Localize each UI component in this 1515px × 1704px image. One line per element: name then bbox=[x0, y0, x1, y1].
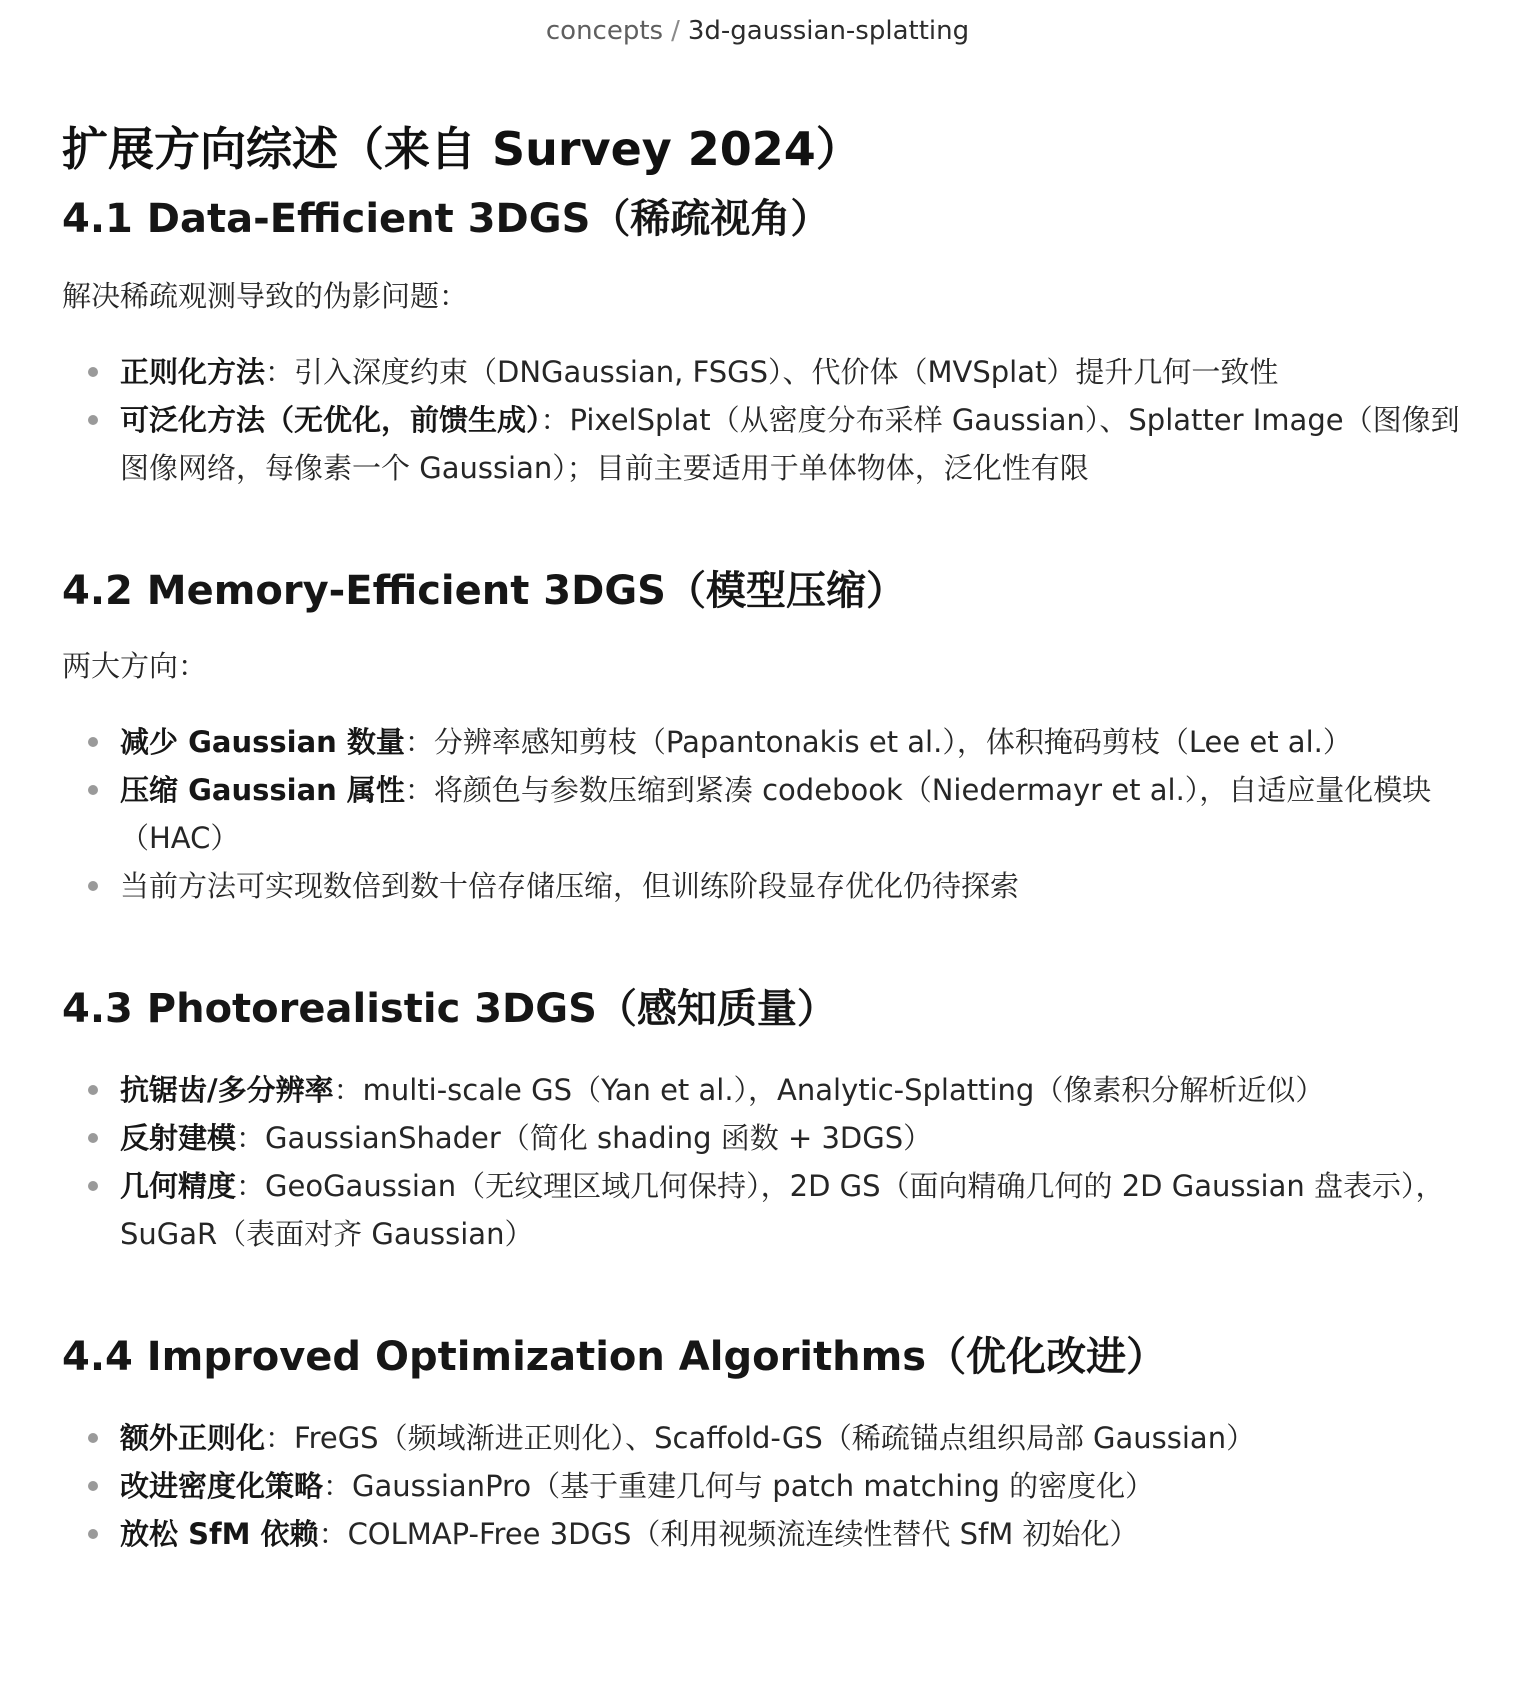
list-item-term: 压缩 Gaussian 属性 bbox=[120, 773, 405, 807]
list-item-term: 改进密度化策略 bbox=[120, 1469, 324, 1503]
list-item-term: 抗锯齿/多分辨率 bbox=[120, 1073, 334, 1107]
list-item-text: ：PixelSplat（从密度分布采样 Gaussian）、Splatter Image（图像到图像网络，每像素一个 Gaussian）；目前主要适用于单体物体，泛化性有限 bbox=[120, 403, 1460, 485]
list-item bbox=[62, 1066, 1462, 1114]
page-title: 扩展方向综述（来自 Survey 2024） bbox=[62, 122, 862, 176]
breadcrumb-separator: / bbox=[671, 16, 680, 46]
bullet-icon bbox=[88, 1529, 98, 1539]
list-item bbox=[62, 1510, 1462, 1558]
list-item-term: 几何精度 bbox=[120, 1169, 237, 1203]
list-item-text: ：COLMAP-Free 3DGS（利用视频流连续性替代 SfM 初始化） bbox=[318, 1517, 1139, 1551]
bullet-icon bbox=[88, 367, 98, 377]
bullet-icon bbox=[88, 1433, 98, 1443]
list-item-text: ：GaussianShader（简化 shading 函数 + 3DGS） bbox=[236, 1121, 933, 1155]
section-heading-4-3: 4.3 Photorealistic 3DGS（感知质量） bbox=[62, 986, 837, 1032]
section-heading-4-2: 4.2 Memory-Efficient 3DGS（模型压缩） bbox=[62, 568, 906, 614]
list-item-term: 放松 SfM 依赖 bbox=[120, 1517, 319, 1551]
list-item bbox=[62, 766, 1462, 862]
article-content bbox=[62, 116, 1462, 1558]
section-intro-4-2: 两大方向： bbox=[62, 649, 208, 683]
list-item-text: ：FreGS（频域渐进正则化）、Scaffold-GS（稀疏锚点组织局部 Gaussian） bbox=[265, 1421, 1256, 1455]
bullet-icon bbox=[88, 415, 98, 425]
list-item-term: 额外正则化 bbox=[120, 1421, 266, 1455]
breadcrumb bbox=[0, 12, 1515, 50]
bullet-icon bbox=[88, 737, 98, 747]
bullet-icon bbox=[88, 1133, 98, 1143]
list-item-text: ：multi-scale GS（Yan et al.），Analytic-Splatting（像素积分解析近似） bbox=[333, 1073, 1325, 1107]
list-item bbox=[62, 862, 1462, 910]
section-heading-4-4: 4.4 Improved Optimization Algorithms（优化改进） bbox=[62, 1334, 1167, 1380]
section-intro-4-1: 解决稀疏观测导致的伪影问题： bbox=[62, 279, 469, 313]
list-item bbox=[62, 396, 1462, 492]
list-item bbox=[62, 1462, 1462, 1510]
list-item-term: 减少 Gaussian 数量 bbox=[120, 725, 405, 759]
bullet-list-4-1 bbox=[62, 348, 1462, 492]
section-heading-4-1: 4.1 Data-Efficient 3DGS（稀疏视角） bbox=[62, 196, 831, 242]
list-item-text: ：将颜色与参数压缩到紧凑 codebook（Niedermayr et al.），自适应量化模块（HAC） bbox=[120, 773, 1432, 855]
list-item-text: ：分辨率感知剪枝（Papantonakis et al.），体积掩码剪枝（Lee et al.） bbox=[404, 725, 1352, 759]
list-item bbox=[62, 1162, 1462, 1258]
list-item-text: ：GeoGaussian（无纹理区域几何保持），2D GS（面向精确几何的 2D Gaussian 盘表示），SuGaR（表面对齐 Gaussian） bbox=[120, 1169, 1445, 1251]
bullet-icon bbox=[88, 1085, 98, 1095]
breadcrumb-current: 3d-gaussian-splatting bbox=[687, 16, 970, 46]
list-item-text: ：GaussianPro（基于重建几何与 patch matching 的密度化） bbox=[323, 1469, 1155, 1503]
list-item-term: 可泛化方法（无优化，前馈生成） bbox=[120, 403, 541, 437]
list-item bbox=[62, 1114, 1462, 1162]
bullet-icon bbox=[88, 1181, 98, 1191]
list-item-text: ：引入深度约束（DNGaussian, FSGS）、代价体（MVSplat）提升几何一致性 bbox=[265, 355, 1279, 389]
bullet-list-4-4 bbox=[62, 1414, 1462, 1558]
bullet-list-4-2 bbox=[62, 718, 1462, 910]
list-item bbox=[62, 718, 1462, 766]
list-item bbox=[62, 1414, 1462, 1462]
bullet-list-4-3 bbox=[62, 1066, 1462, 1258]
bullet-icon bbox=[88, 785, 98, 795]
bullet-icon bbox=[88, 1481, 98, 1491]
list-item-term: 正则化方法 bbox=[120, 355, 266, 389]
list-item-term: 反射建模 bbox=[120, 1121, 237, 1155]
breadcrumb-parent-link[interactable]: concepts bbox=[545, 16, 664, 46]
list-item bbox=[62, 348, 1462, 396]
list-item-text: 当前方法可实现数倍到数十倍存储压缩，但训练阶段显存优化仍待探索 bbox=[120, 869, 1020, 903]
bullet-icon bbox=[88, 881, 98, 891]
